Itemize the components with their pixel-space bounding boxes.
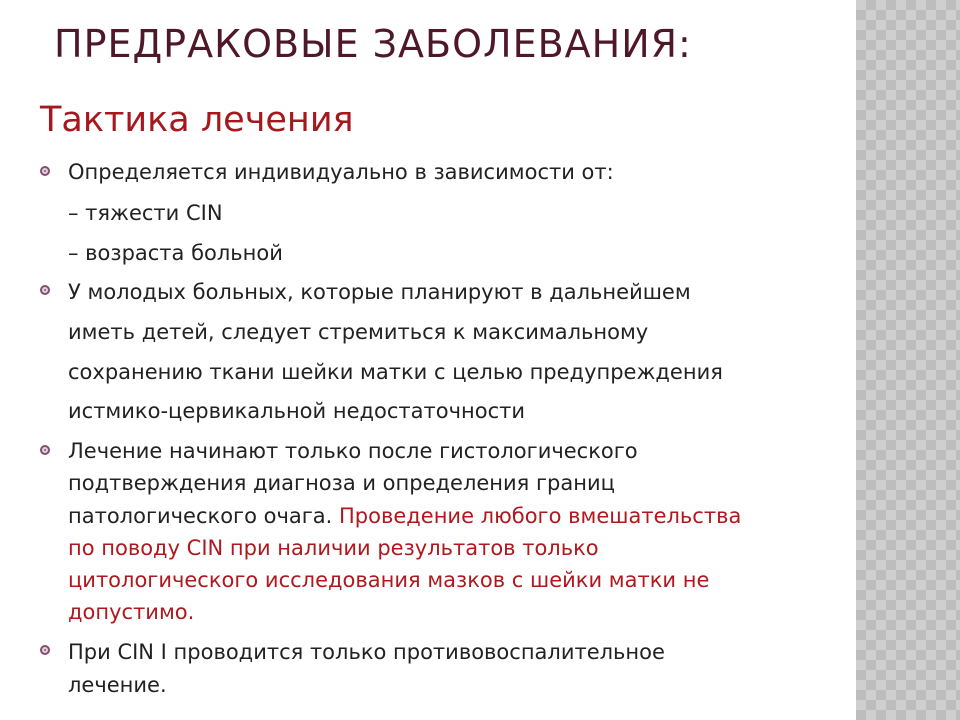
decorative-side-panel — [856, 0, 960, 720]
bullet-icon — [40, 285, 50, 295]
bullet-text: истмико-цервикальной недостаточности — [68, 399, 526, 423]
bullet-text: Лечение начинают только после гистологического — [68, 439, 638, 463]
emphasis-text: по поводу CIN при наличии результатов только — [68, 536, 599, 560]
bullet-text: подтверждения диагноза и определения границ — [68, 471, 615, 495]
emphasis-text: цитологического исследования мазков с шейки матки не — [68, 568, 710, 592]
bullet-text: При CIN I проводится только противовоспалительное — [68, 640, 665, 664]
sub-item: – возраста больной — [68, 241, 283, 265]
emphasis-text: допустимо. — [68, 600, 195, 624]
bullet-icon — [40, 166, 50, 176]
bullet-icon — [40, 445, 50, 455]
emphasis-text: Проведение любого вмешательства — [338, 504, 742, 528]
bullet-text: Определяется индивидуально в зависимости от: — [68, 160, 614, 184]
bullet-text: иметь детей, следует стремиться к максимальному — [68, 320, 649, 344]
bullet-text — [68, 504, 741, 528]
section-subtitle: Тактика лечения — [40, 100, 354, 140]
slide-title: ПРЕДРАКОВЫЕ ЗАБОЛЕВАНИЯ: — [54, 22, 692, 66]
bullet-icon — [40, 645, 50, 655]
bullet-text: лечение. — [68, 673, 167, 697]
bullet-text-normal: патологического очага. — [68, 504, 339, 528]
bullet-text: У молодых больных, которые планируют в дальнейшем — [68, 280, 691, 304]
sub-item: – тяжести CIN — [68, 201, 223, 225]
bullet-text: сохранению ткани шейки матки с целью предупреждения — [68, 360, 723, 384]
